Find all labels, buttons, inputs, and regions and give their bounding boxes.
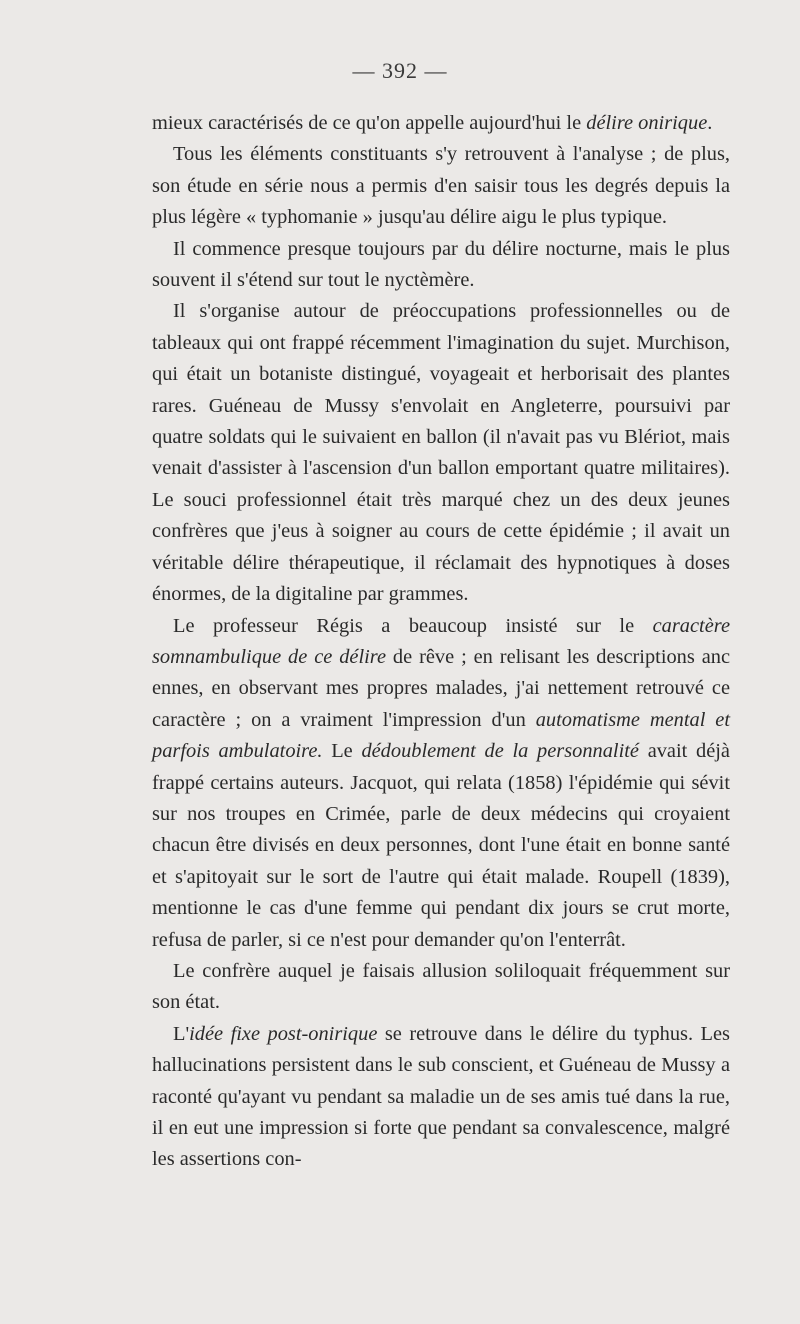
text-run: L': [173, 1022, 190, 1045]
text-run: Tous les éléments constituants s'y retrouvent à l'analyse ; de plus, son étude en série nous a permis d'en saisir tous les degrés depuis la plus légère « typhomanie » jusqu'au délire aigu le plus typique.: [152, 143, 730, 229]
paragraph: [152, 1019, 730, 1176]
page-number: — 392 —: [352, 58, 448, 83]
text-run: Le professeur Régis a beaucoup insisté sur le: [173, 614, 653, 637]
text-run: de rêve ; en relisant les descriptions anc ennes, en observant mes propres malades, j'ai nettement retrouvé ce caractère ; on a vraiment l'impression d'un: [152, 645, 731, 731]
italic-text: délire onirique: [586, 112, 708, 134]
text-run: .: [707, 112, 713, 134]
paragraph: [152, 139, 730, 233]
text-run: avait déjà frappé certains auteurs. Jacquot, qui relata (1858) l'épidémie qui sévit sur nos troupes en Crimée, parle de deux médecins qui croyaient chacun être divisés en deux personnes, dont l'une était en bonne santé et s'apitoyait sur le sort de l'autre qui était malade. Roupell (1839), mentionne le cas d'une femme qui pendant dix jours se crut morte, refusa de parler, si ce n'est pour demander qu'on l'enterrât.: [152, 740, 730, 951]
body-text: [152, 108, 730, 1176]
paragraph: [152, 108, 730, 139]
text-run: mieux caractérisés de ce qu'on appelle aujourd'hui le: [152, 112, 587, 134]
italic-text: dédoublement de la personnalité: [361, 740, 639, 763]
text-run: Il s'organise autour de préoccupations professionnelles ou de tableaux qui ont frappé récemment l'imagination du sujet. Murchison, qui était un botaniste distingué, voyageait et herborisait des plantes rares. Guéneau de Mussy s'envolait en Angleterre, poursuivi par quatre soldats qui le suivaient en ballon (il n'avait pas vu Blériot, mais venait d'assister à l'ascension d'un ballon emportant quatre militaires). Le souci professionnel était très marqué chez un des deux jeunes confrères que j'eus à soigner au cours de cette épidémie ; il avait un véritable délire thérapeutique, il réclamait des hypnotiques à doses énormes, de la digitaline par grammes.: [152, 300, 730, 606]
paragraph: [152, 296, 730, 610]
paragraph: [152, 234, 730, 297]
italic-text: idée fixe post-onirique: [189, 1022, 378, 1045]
paragraph: [152, 956, 730, 1019]
text-run: Il commence presque toujours par du délire nocturne, mais le plus souvent il s'étend sur tout le nyctèmère.: [152, 237, 730, 292]
text-run: Le confrère auquel je faisais allusion soliloquait fréquemment sur son état.: [152, 959, 730, 1014]
paragraph: [152, 611, 730, 956]
italic-text: caractère somnambulique de ce délire: [152, 614, 730, 668]
italic-text: automatisme mental et parfois ambulatoire.: [152, 708, 730, 763]
text-run: se retrouve dans le délire du typhus. Les hallucinations persistent dans le sub conscient, et Guéneau de Mussy a raconté qu'ayant vu pendant sa maladie un de ses amis tué dans la rue, il en eut une impression si forte que pendant sa convalescence, malgré les assertions con-: [152, 1022, 730, 1171]
text-run: Le: [322, 740, 362, 763]
